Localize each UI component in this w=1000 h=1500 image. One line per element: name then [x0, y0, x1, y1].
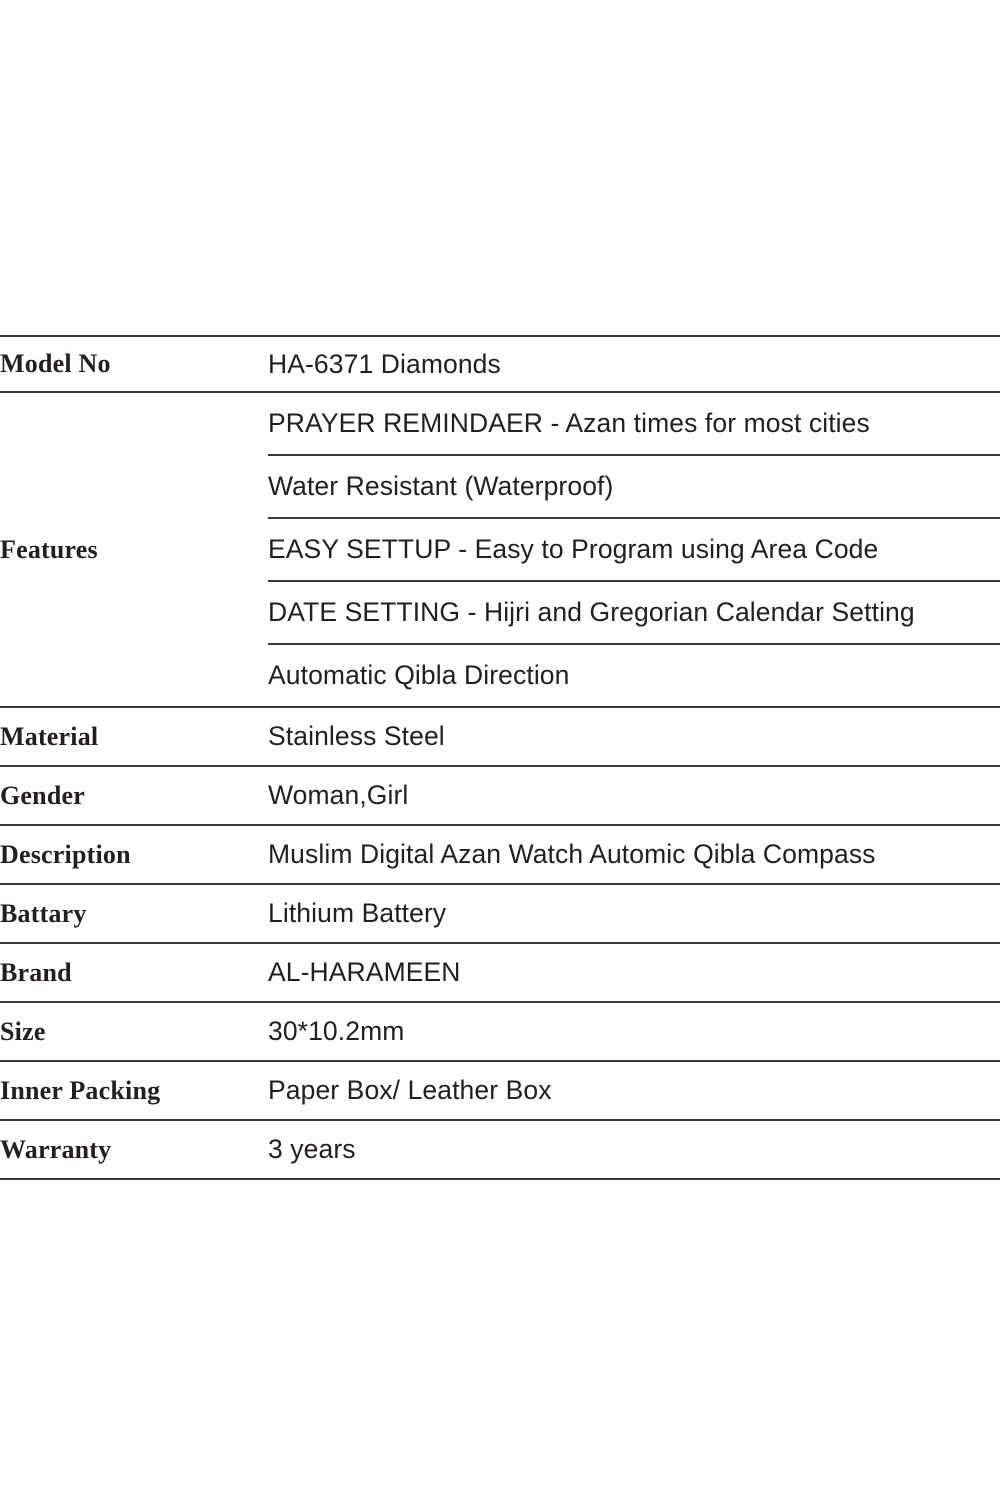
value-text: HA-6371 Diamonds: [268, 348, 501, 379]
value-text: Automatic Qibla Direction: [268, 660, 570, 690]
value-text: Lithium Battery: [268, 898, 447, 928]
table-row: [0, 884, 1000, 943]
spec-label-description: [0, 825, 268, 884]
spec-value-gender: [268, 766, 1000, 825]
value-text: Water Resistant (Waterproof): [268, 471, 614, 501]
value-text: 3 years: [268, 1134, 356, 1164]
spec-value-feature-5: [268, 644, 1000, 707]
spec-value-model-no: [268, 336, 1000, 392]
value-text: 30*10.2mm: [268, 1016, 405, 1046]
value-text: Stainless Steel: [268, 721, 445, 751]
value-text: Woman,Girl: [268, 780, 409, 810]
value-text: AL-HARAMEEN: [268, 957, 461, 987]
label-text: Material: [0, 721, 99, 751]
spec-value-battary: [268, 884, 1000, 943]
label-text: Features: [0, 534, 98, 564]
label-text: Battary: [0, 898, 87, 928]
label-text: Inner Packing: [0, 1075, 161, 1105]
table-row: [0, 336, 1000, 392]
spec-value-description: [268, 825, 1000, 884]
spec-label-inner-packing: [0, 1061, 268, 1120]
spec-value-feature-2: [268, 455, 1000, 518]
value-text: Paper Box/ Leather Box: [268, 1075, 552, 1105]
spec-value-material: [268, 707, 1000, 766]
spec-value-warranty: [268, 1120, 1000, 1179]
table-row: [0, 825, 1000, 884]
table-row: [0, 1061, 1000, 1120]
table-row: [0, 1120, 1000, 1179]
spec-value-feature-4: [268, 581, 1000, 644]
spec-value-feature-1: [268, 392, 1000, 455]
spec-value-brand: [268, 943, 1000, 1002]
specification-table: [0, 335, 1000, 1180]
table-row: [0, 943, 1000, 1002]
table-row: [0, 707, 1000, 766]
value-text: PRAYER REMINDAER - Azan times for most cities: [268, 408, 870, 438]
label-text: Model No: [0, 349, 111, 378]
spec-value-inner-packing: [268, 1061, 1000, 1120]
label-text: Gender: [0, 780, 85, 810]
spec-label-size: [0, 1002, 268, 1061]
spec-label-warranty: [0, 1120, 268, 1179]
label-text: Brand: [0, 957, 72, 987]
value-text: Muslim Digital Azan Watch Automic Qibla Compass: [268, 839, 876, 869]
value-text: DATE SETTING - Hijri and Gregorian Calendar Setting: [268, 597, 915, 627]
table-row: [0, 766, 1000, 825]
label-text: Size: [0, 1016, 46, 1046]
spec-label-material: [0, 707, 268, 766]
product-specification-sheet: [0, 335, 1000, 1180]
spec-value-size: [268, 1002, 1000, 1061]
label-text: Description: [0, 839, 131, 869]
spec-label-model-no: [0, 336, 268, 392]
spec-value-feature-3: [268, 518, 1000, 581]
table-row: [0, 1002, 1000, 1061]
value-text: EASY SETTUP - Easy to Program using Area Code: [268, 534, 879, 564]
spec-label-brand: [0, 943, 268, 1002]
table-row: [0, 392, 1000, 455]
label-text: Warranty: [0, 1134, 112, 1164]
spec-label-gender: [0, 766, 268, 825]
spec-label-battary: [0, 884, 268, 943]
spec-label-features: [0, 392, 268, 707]
